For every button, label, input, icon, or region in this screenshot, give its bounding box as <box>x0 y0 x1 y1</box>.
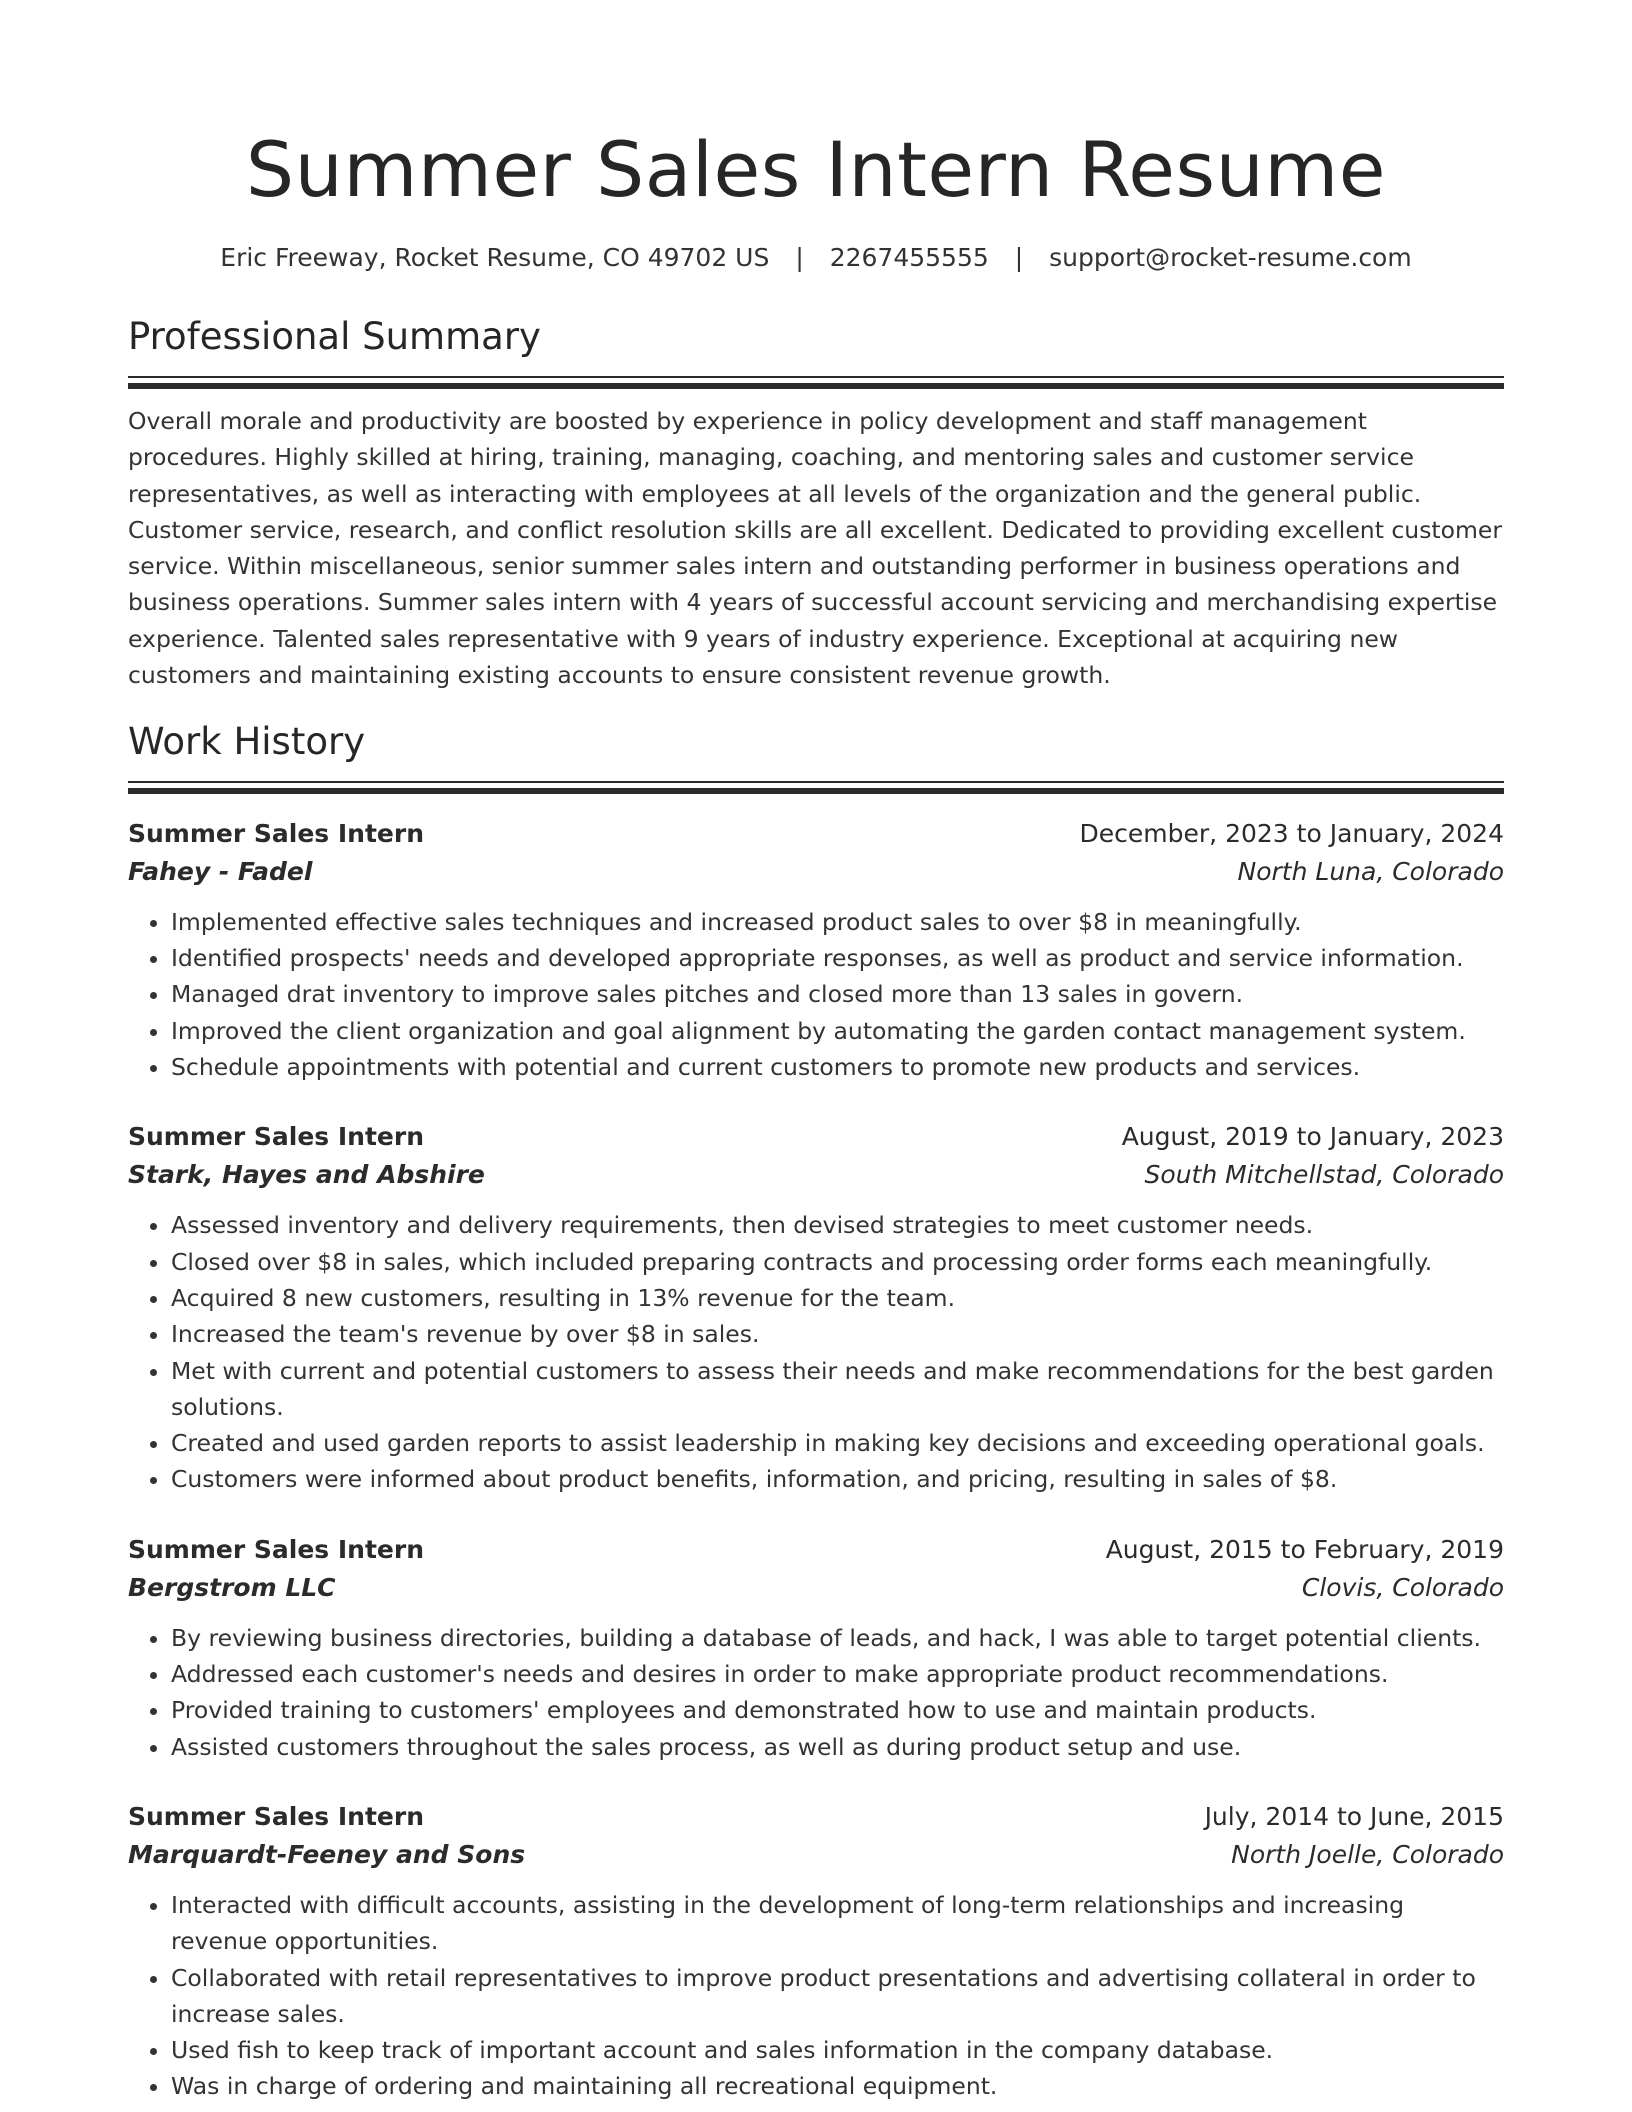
section-divider <box>128 376 1504 389</box>
list-item: • Assisted customers throughout the sales process, as well as during product setup and use. <box>171 1729 1504 1765</box>
list-item: • Improved the client organization and goal alignment by automating the garden contact management system. <box>171 1013 1504 1049</box>
job-bullets <box>128 904 1504 1085</box>
contact-separator: | <box>1014 243 1024 272</box>
list-item: • Managed drat inventory to improve sales pitches and closed more than 13 sales in govern. <box>171 976 1504 1012</box>
list-item: • Addressed each customer's needs and desires in order to make appropriate product recommendations. <box>171 1656 1504 1692</box>
summary-text: Overall morale and productivity are boosted by experience in policy development and staff management procedures. Highly skilled at hiring, training, managing, coaching, and mentoring sales and customer service representatives, as well as interacting with employees at all levels of the organization and the general public. Customer service, research, and conflict resolution skills are all excellent. Dedicated to providing excellent customer service. Within miscellaneous, senior summer sales intern and outstanding performer in business operations and business operations. Summer sales intern with 4 years of successful account servicing and merchandising expertise experience. Talented sales representative with 9 years of industry experience. Exceptional at acquiring new customers and maintaining existing accounts to ensure consistent revenue growth. <box>128 407 1503 690</box>
job-bullets <box>128 1887 1504 2105</box>
job-dates: August, 2019 to January, 2023 <box>1121 1122 1504 1152</box>
company-name: Fahey - Fadel <box>128 856 313 886</box>
job-location: North Joelle, Colorado <box>1231 1839 1504 1869</box>
job-dates: July, 2014 to June, 2015 <box>1204 1801 1504 1831</box>
list-item: • Created and used garden reports to assist leadership in making key decisions and exceeding operational goals. <box>171 1425 1504 1461</box>
job-title: Summer Sales Intern <box>128 818 425 848</box>
job-location: Clovis, Colorado <box>1301 1572 1504 1602</box>
contact-separator: | <box>795 243 804 272</box>
list-item: • Closed over $8 in sales, which included preparing contracts and processing order forms each meaningfully. <box>171 1244 1504 1280</box>
job-entry <box>128 1532 1504 1765</box>
job-title: Summer Sales Intern <box>128 1534 425 1564</box>
page-title: Summer Sales Intern Resume <box>245 125 1387 214</box>
job-title: Summer Sales Intern <box>128 1801 425 1831</box>
job-location: South Mitchellstad, Colorado <box>1144 1160 1504 1190</box>
professional-summary-section <box>128 312 1504 693</box>
list-item: • Collaborated with retail representatives to improve product presentations and advertising collateral in order to increase sales. <box>171 1960 1504 2033</box>
list-item: • Provided training to customers' employees and demonstrated how to use and maintain products. <box>171 1692 1504 1728</box>
contact-address: Eric Freeway, Rocket Resume, CO 49702 US <box>220 243 770 272</box>
job-location: North Luna, Colorado <box>1237 856 1504 886</box>
list-item: • Increased the team's revenue by over $8 in sales. <box>171 1316 1504 1352</box>
section-heading: Work History <box>128 719 366 763</box>
company-name: Bergstrom LLC <box>128 1572 336 1602</box>
list-item: • By reviewing business directories, building a database of leads, and hack, I was able to target potential clients. <box>171 1620 1504 1656</box>
list-item: • Was in charge of ordering and maintaining all recreational equipment. <box>171 2068 1504 2104</box>
contact-line <box>128 242 1504 274</box>
list-item: • Interacted with difficult accounts, assisting in the development of long-term relationships and increasing revenue opportunities. <box>171 1887 1504 1960</box>
list-item: • Used fish to keep track of important account and sales information in the company database. <box>171 2032 1504 2068</box>
list-item: • Assessed inventory and delivery requirements, then devised strategies to meet customer needs. <box>171 1207 1504 1243</box>
list-item: • Implemented effective sales techniques and increased product sales to over $8 in meaningfully. <box>171 904 1504 940</box>
section-divider <box>128 781 1504 794</box>
company-name: Stark, Hayes and Abshire <box>128 1160 485 1190</box>
job-title: Summer Sales Intern <box>128 1122 425 1152</box>
list-item: • Acquired 8 new customers, resulting in 13% revenue for the team. <box>171 1280 1504 1316</box>
company-name: Marquardt-Feeney and Sons <box>128 1839 526 1869</box>
job-entry <box>128 816 1504 1085</box>
contact-phone: 2267455555 <box>829 243 989 272</box>
resume-page <box>128 0 1504 2105</box>
job-dates: December, 2023 to January, 2024 <box>1079 818 1504 848</box>
job-dates: August, 2015 to February, 2019 <box>1105 1534 1504 1564</box>
job-bullets <box>128 1620 1504 1765</box>
list-item: • Identified prospects' needs and developed appropriate responses, as well as product and service information. <box>171 940 1504 976</box>
list-item: • Met with current and potential customers to assess their needs and make recommendations for the best garden solutions. <box>171 1353 1504 1426</box>
job-bullets <box>128 1207 1504 1497</box>
work-history-section <box>128 717 1504 2105</box>
list-item: • Customers were informed about product benefits, information, and pricing, resulting in sales of $8. <box>171 1461 1504 1497</box>
job-entry <box>128 1799 1504 2105</box>
list-item: • Schedule appointments with potential and current customers to promote new products and services. <box>171 1049 1504 1085</box>
job-entry <box>128 1119 1504 1497</box>
contact-email: support@rocket-resume.com <box>1049 243 1412 272</box>
section-heading: Professional Summary <box>128 315 541 358</box>
